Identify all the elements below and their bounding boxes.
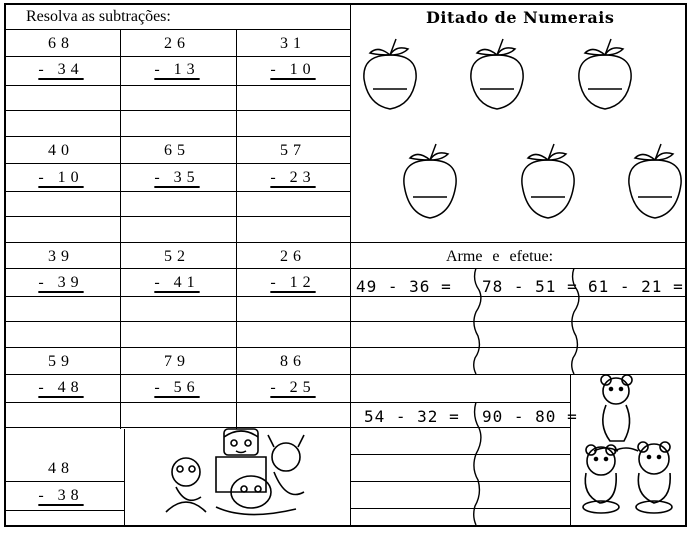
row-line — [6, 110, 350, 111]
row-line — [6, 481, 124, 482]
subtrahend: - 48 — [38, 379, 84, 396]
hand-divider — [466, 268, 486, 374]
row-line — [6, 56, 350, 57]
col-divider — [570, 374, 571, 525]
minuend: 68 — [48, 35, 74, 52]
row-line — [6, 242, 350, 243]
minuend: 26 — [164, 35, 190, 52]
problem-text: 49 - 36 = — [356, 277, 452, 296]
row-line — [6, 191, 350, 192]
strawberry-icon — [576, 37, 634, 112]
hand-divider — [564, 268, 584, 374]
minuend: 86 — [280, 353, 306, 370]
row-line — [350, 402, 570, 403]
subtrahend: - 10 — [38, 169, 84, 186]
row-line — [6, 510, 124, 511]
minuend: 39 — [48, 248, 74, 265]
col-divider-3 — [124, 429, 125, 527]
teddy-bears-illustration — [576, 373, 686, 523]
arme-title: Arme e efetue: — [446, 248, 554, 265]
minuend: 40 — [48, 142, 74, 159]
row-line — [6, 268, 350, 269]
row-line — [6, 85, 350, 86]
col-divider-2 — [236, 29, 237, 429]
row-line — [6, 136, 350, 137]
row-line — [6, 29, 350, 30]
strawberry-icon — [626, 142, 684, 222]
subtrahend: - 38 — [38, 487, 84, 504]
row-line — [350, 454, 570, 455]
strawberry-icon — [401, 142, 459, 222]
minuend: 79 — [164, 353, 190, 370]
row-line — [350, 347, 685, 348]
row-line — [6, 163, 350, 164]
row-line — [350, 242, 685, 243]
row-line — [350, 508, 570, 509]
subtrahend: - 39 — [38, 274, 84, 291]
minuend: 48 — [48, 460, 74, 477]
row-line — [6, 321, 350, 322]
problem-text: 90 - 80 = — [482, 407, 578, 426]
minuend: 31 — [280, 35, 306, 52]
subtrahend: - 56 — [154, 379, 200, 396]
row-line — [6, 374, 350, 375]
subtrahend: - 13 — [154, 61, 200, 78]
subtrahend: - 35 — [154, 169, 200, 186]
minuend: 52 — [164, 248, 190, 265]
strawberry-icon — [468, 37, 526, 112]
problem-text: 61 - 21 = — [588, 277, 684, 296]
minuend: 26 — [280, 248, 306, 265]
row-line — [350, 268, 685, 269]
row-line — [350, 296, 685, 297]
strawberry-icon — [361, 37, 419, 112]
worksheet — [4, 3, 687, 527]
subtrahend: - 12 — [270, 274, 316, 291]
problem-text: 54 - 32 = — [364, 407, 460, 426]
col-divider-1 — [120, 29, 121, 429]
subtrahend: - 34 — [38, 61, 84, 78]
minuend: 57 — [280, 142, 306, 159]
row-line — [6, 402, 350, 403]
strawberry-icon — [519, 142, 577, 222]
subtrahend: - 10 — [270, 61, 316, 78]
main-divider — [350, 5, 351, 525]
minuend: 59 — [48, 353, 74, 370]
subtrahend: - 41 — [154, 274, 200, 291]
right-title: Ditado de Numerais — [426, 8, 615, 27]
minuend: 65 — [164, 142, 190, 159]
subtrahend: - 25 — [270, 379, 316, 396]
hand-divider — [466, 402, 486, 525]
subtrahend: - 23 — [270, 169, 316, 186]
row-line — [6, 347, 350, 348]
row-line — [350, 481, 570, 482]
cartoon-characters-illustration — [156, 427, 326, 522]
left-title: Resolva as subtrações: — [26, 8, 171, 25]
row-line — [6, 216, 350, 217]
row-line — [6, 296, 350, 297]
row-line — [350, 427, 570, 428]
row-line — [350, 321, 685, 322]
problem-text: 78 - 51 = — [482, 277, 578, 296]
